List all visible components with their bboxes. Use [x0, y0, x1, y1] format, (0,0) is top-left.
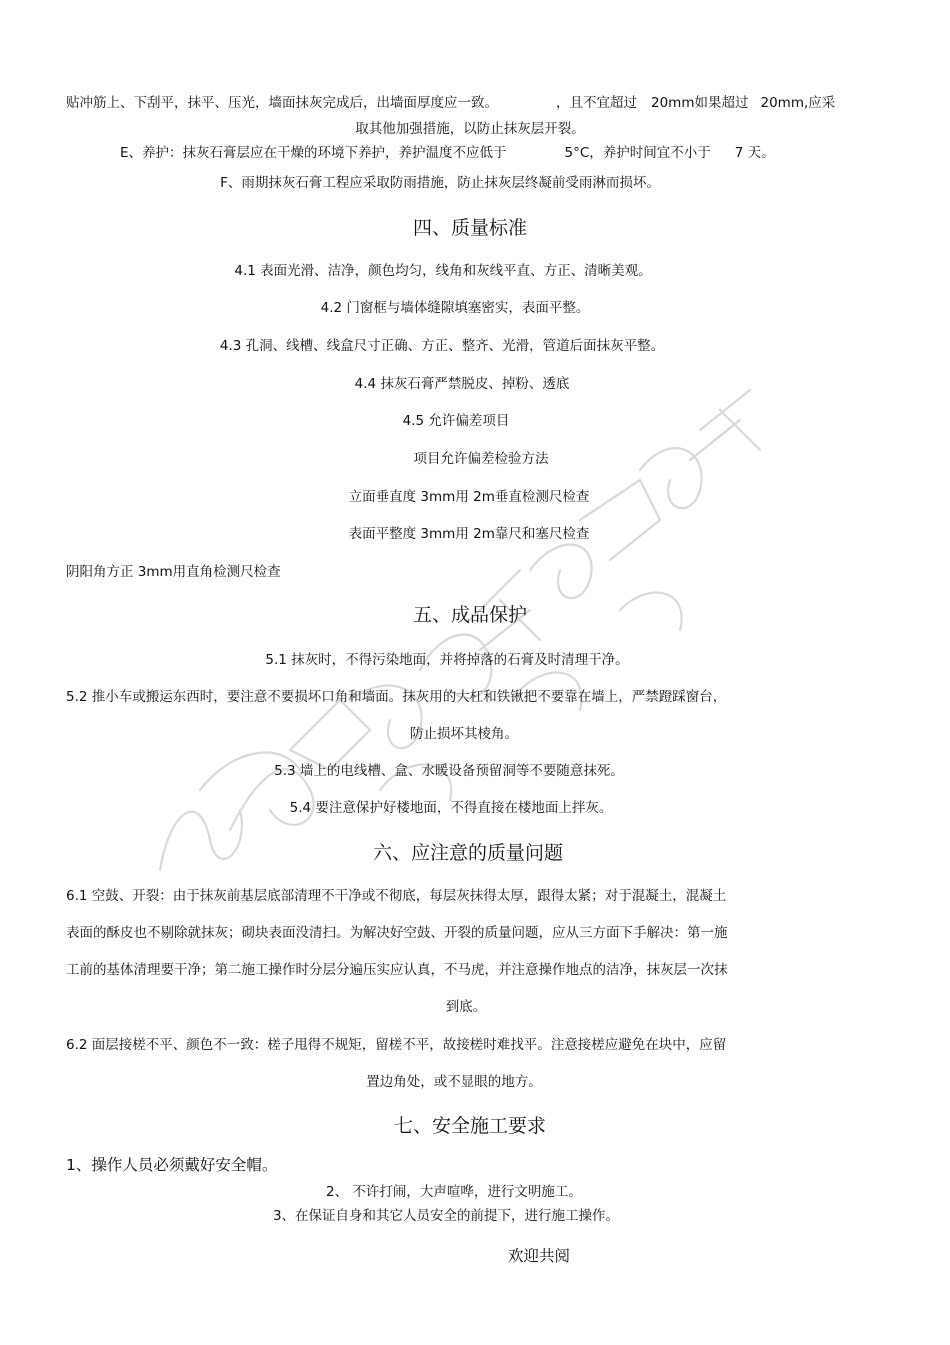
section-7-item-3: 3、在保证自身和其它人员安全的前提下，进行施工操作。 — [272, 1208, 620, 1224]
text-segment: 贴冲筋上、下刮平，抹平、压光，墙面抹灰完成后，出墙面厚度应一致。 — [66, 95, 498, 111]
section-6-item-2-line-1: 6.2 面层接槎不平、颜色不一致：槎子甩得不规矩，留槎不平，故接槎时难找平。注意接槎应避免在块中，应留 — [66, 1037, 727, 1053]
section-6-item-1-line-3: 工前的基体清理要干净；第二施工操作时分层分遍压实应认真，不马虎，并注意操作地点的洁净，抹灰层一次抹 — [66, 962, 728, 978]
section-5-item-3: 5.3 墙上的电线槽、盒、水暖设备预留洞等不要随意抹死。 — [274, 763, 624, 779]
section-4-item-2: 4.2 门窗框与墙体缝隙填塞密实，表面平整。 — [320, 300, 590, 316]
text-segment: 20mm如果超过 — [651, 95, 749, 111]
text-segment: ，且不宜超过 — [556, 95, 637, 111]
section-4-table-row-1: 立面垂直度 3mm用 2m垂直检测尺检查 — [348, 489, 590, 505]
text-segment: E、养护：抹灰石膏层应在干燥的环境下养护，养护温度不应低于 — [120, 145, 507, 161]
section-4-item-4: 4.4 抹灰石膏严禁脱皮、掉粉、透底 — [354, 376, 570, 392]
text-segment: 20mm,应采 — [760, 95, 836, 111]
section-4-heading: 四、质量标准 — [412, 217, 528, 239]
section-7-item-2: 2、 不许打闹，大声喧哗，进行文明施工。 — [326, 1184, 582, 1200]
section-7-item-1: 1、操作人员必须戴好安全帽。 — [66, 1156, 278, 1174]
section-5-item-1: 5.1 抹灰时，不得污染地面，并将掉落的石膏及时清理干净。 — [265, 652, 629, 668]
section-4-item-1: 4.1 表面光滑、洁净，颜色均匀，线角和灰线平直、方正、清晰美观。 — [234, 263, 652, 279]
section-6-heading: 六、应注意的质量问题 — [372, 842, 564, 864]
section-5-heading: 五、成品保护 — [412, 604, 528, 626]
footer-text: 欢迎共阅 — [507, 1247, 571, 1265]
section-6-item-1-line-1: 6.1 空鼓、开裂：由于抹灰前基层底部清理不干净或不彻底，每层灰抹得太厚，跟得太紧；对于混凝土，混凝土 — [66, 888, 727, 904]
section-4-table-header: 项目允许偏差检验方法 — [413, 451, 549, 467]
section-7-heading: 七、安全施工要求 — [393, 1115, 547, 1137]
section-6-item-1-line-4: 到底。 — [445, 999, 487, 1015]
section-6-item-2-line-2: 置边角处，或不显眼的地方。 — [366, 1074, 542, 1090]
text-line-1 — [66, 94, 835, 112]
section-4-table-row-2: 表面平整度 3mm用 2m靠尺和塞尺检查 — [348, 526, 590, 542]
section-5-item-2-cont: 防止损坏其棱角。 — [410, 726, 518, 742]
section-4-table-row-3: 阴阳角方正 3mm用直角检测尺检查 — [66, 564, 281, 580]
text-line-3 — [120, 144, 775, 162]
section-5-item-2: 5.2 推小车或搬运东西时，要注意不要损坏口角和墙面。抹灰用的大杠和铁锹把不要靠在墙上，严禁蹬踩窗台， — [66, 689, 727, 705]
text-segment: 7 天。 — [734, 145, 775, 161]
text-line-2: 取其他加强措施，以防止抹灰层开裂。 — [355, 121, 585, 137]
section-4-item-3: 4.3 孔洞、线槽、线盒尺寸正确、方正、整齐、光滑，管道后面抹灰平整。 — [219, 338, 665, 354]
text-segment: 5°C，养护时间宜不小于 — [564, 145, 711, 161]
section-6-item-1-line-2: 表面的酥皮也不剔除就抹灰；砌块表面没清扫。为解决好空鼓、开裂的质量问题，应从三方面下手解决：第一施 — [66, 925, 728, 941]
text-line-4: F、雨期抹灰石膏工程应采取防雨措施，防止抹灰层终凝前受雨淋而损坏。 — [220, 175, 660, 191]
section-5-item-4: 5.4 要注意保护好楼地面，不得直接在楼地面上拌灰。 — [289, 800, 613, 816]
section-4-item-5: 4.5 允许偏差项目 — [402, 413, 510, 429]
